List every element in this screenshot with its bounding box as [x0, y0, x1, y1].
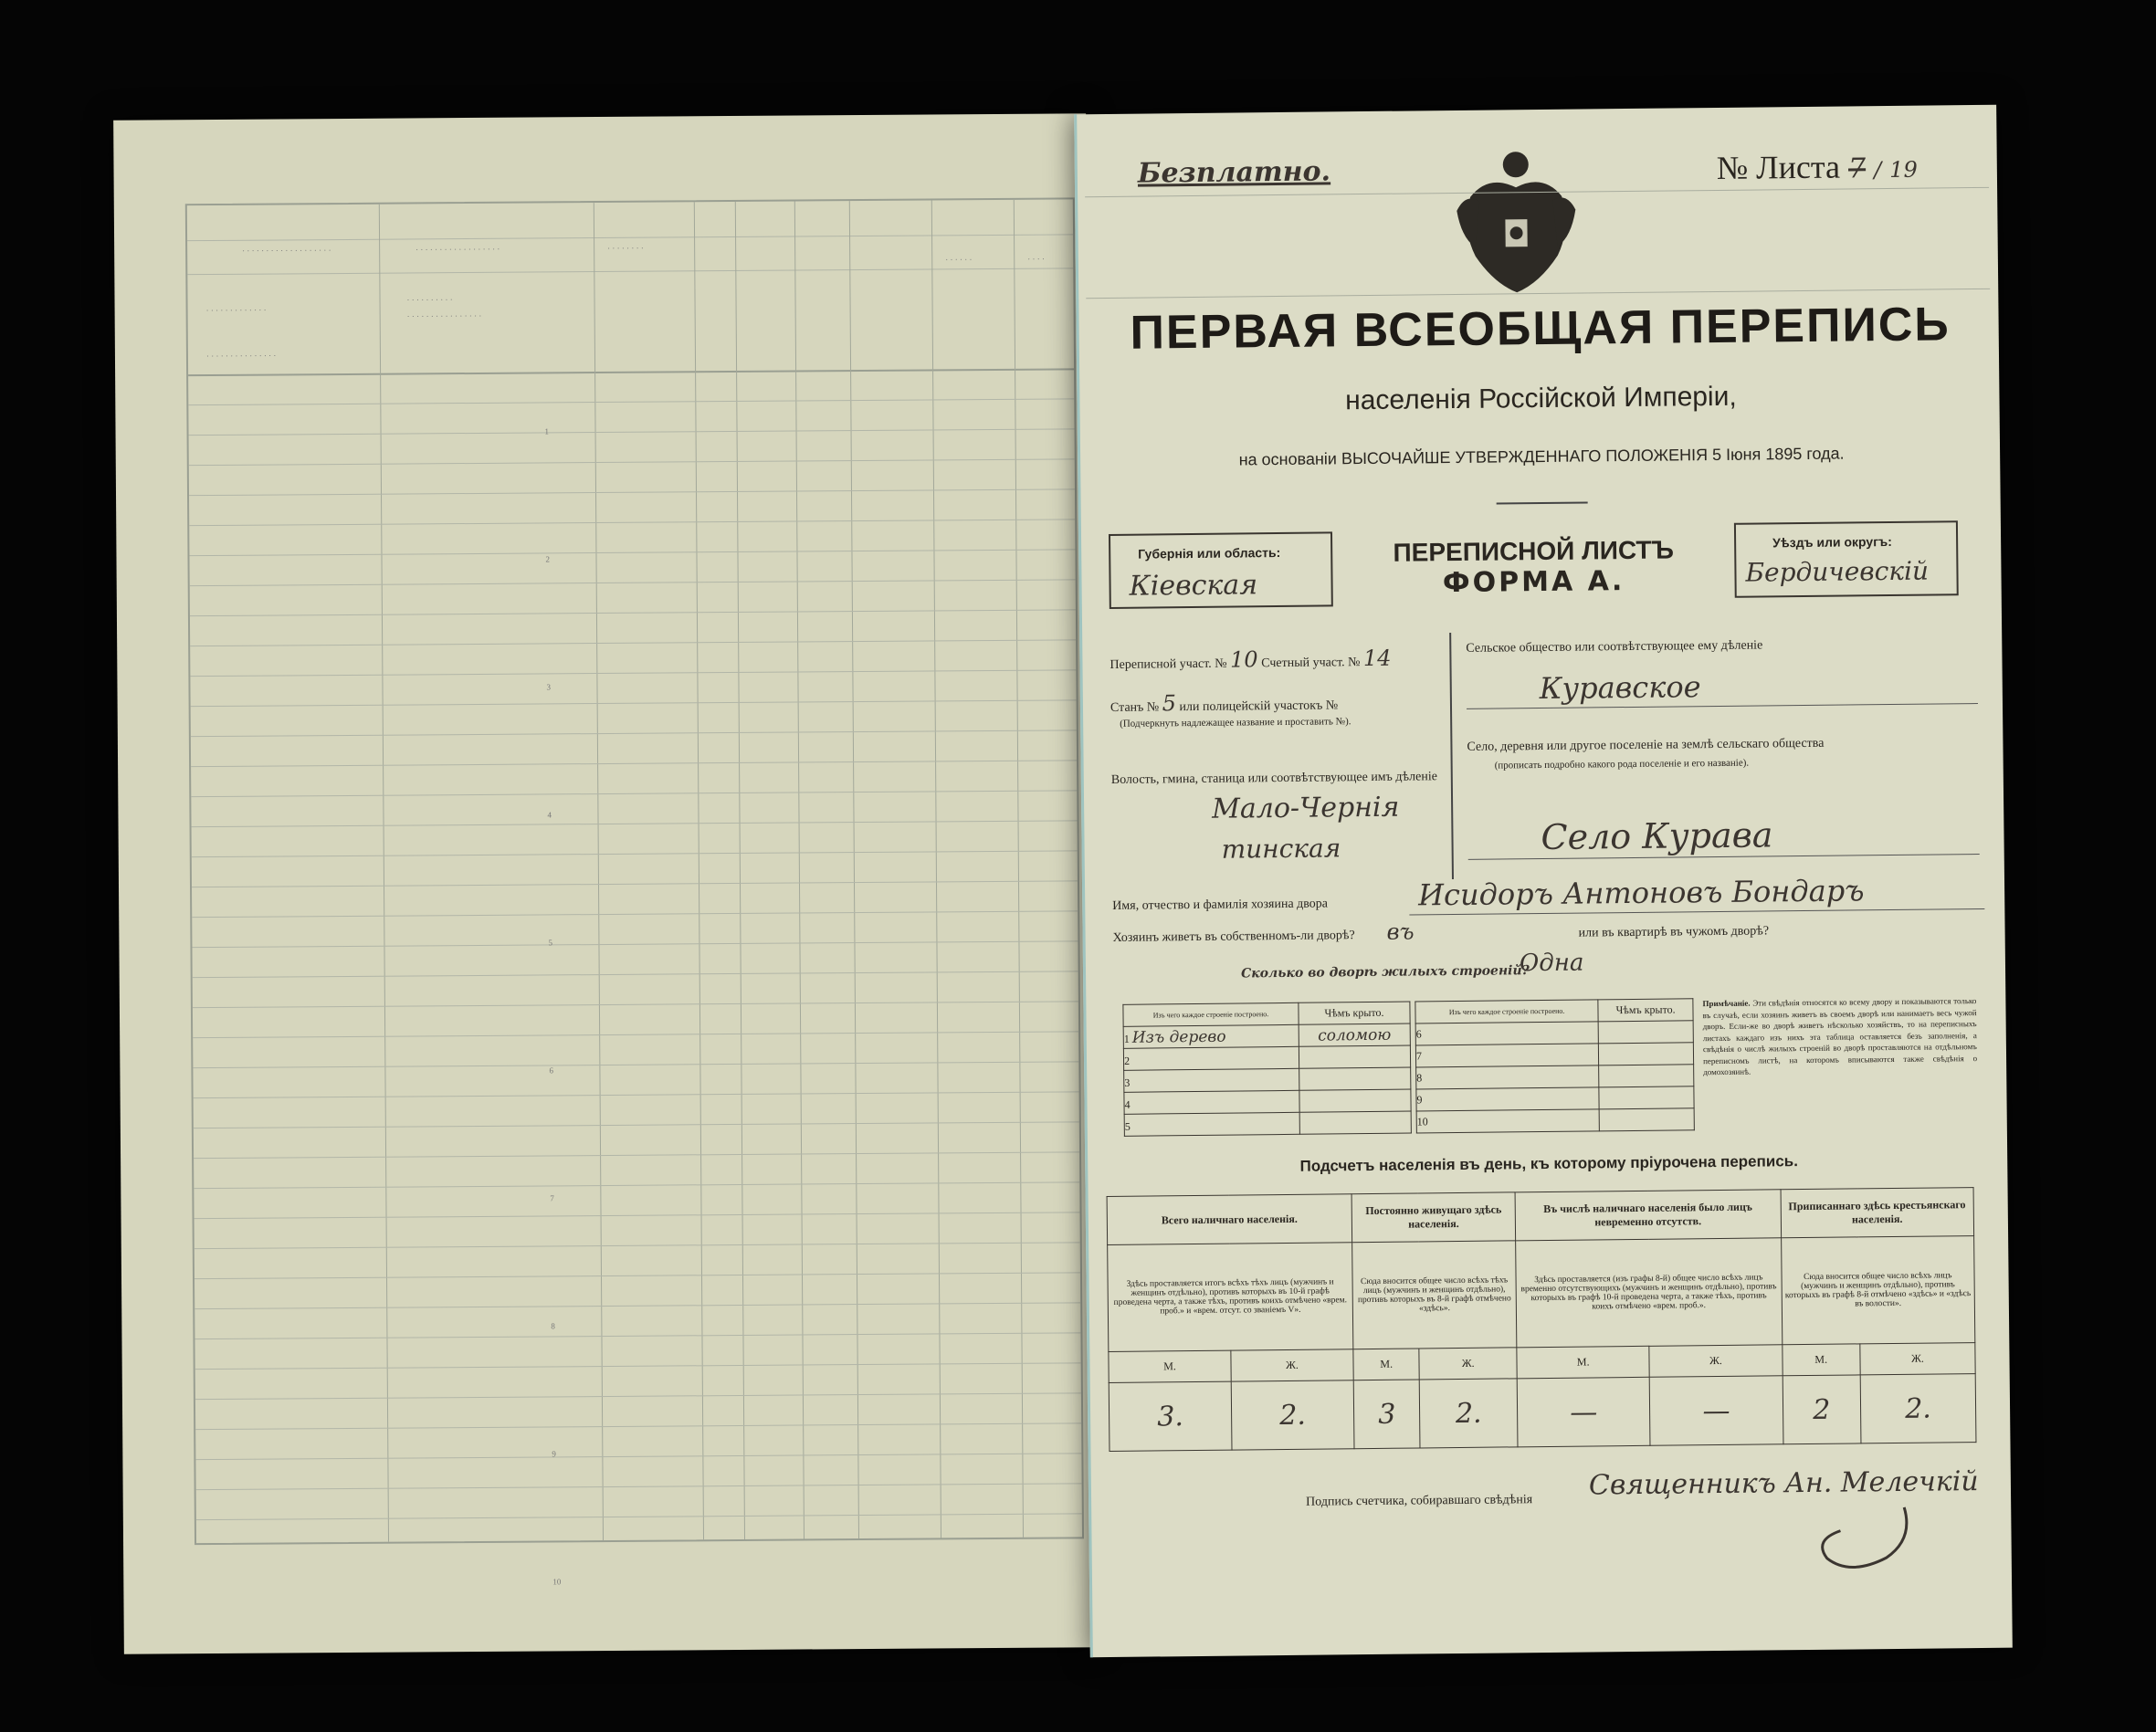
left-table-row-line	[193, 1031, 1078, 1038]
left-table-row-line	[191, 760, 1077, 767]
sheet-number-label: № Листа	[1716, 148, 1841, 186]
left-table-row-line	[196, 1513, 1082, 1520]
building-roof	[1599, 1086, 1694, 1109]
population-count: —	[1517, 1378, 1650, 1447]
population-count: 2.	[1860, 1374, 1976, 1443]
basis-line: на основаніи ВЫСОЧАЙШЕ УТВЕРЖДЕННАГО ПОЛОЖЕНІЯ 5 Іюня 1895 года.	[1238, 444, 1845, 469]
underline-note: (Подчеркнуть надлежащее название и проставить №).	[1120, 716, 1351, 730]
left-row-number: 2	[545, 554, 551, 564]
left-table-row-line	[194, 1091, 1079, 1098]
sheet-number-value: 7	[1847, 152, 1867, 185]
own-yard-label: Хозяинъ живетъ въ собственномъ-ли дворѣ?	[1112, 929, 1355, 945]
left-row-number: 3	[546, 682, 552, 692]
left-row-number: 5	[548, 938, 552, 948]
buildings-row	[1415, 1043, 1693, 1067]
population-row	[1107, 1188, 1974, 1245]
left-table-row-line	[195, 1242, 1080, 1249]
buildings-table-left	[1122, 1002, 1412, 1137]
village-note: (прописать подробно какого рода поселеніе и его названіе).	[1494, 757, 1750, 772]
left-table-row-line	[190, 639, 1076, 646]
population-group-header: Приписаннаго здѣсь крестьянскаго населенія.	[1781, 1188, 1974, 1238]
left-table-row-line	[189, 519, 1075, 526]
note-text: Эти свѣдѣнія относятся ко всему двору и показываются только въ случаѣ, если хозяинъ живетъ въ своемъ дворѣ или нанимаетъ весь чужой дворъ. Если-же во дворѣ живетъ нѣсколько хозяйствъ, то на переписныхъ листахъ каждаго изъ нихъ эта таблица оставляется безъ заполненія, а свѣдѣнія о числѣ жилыхъ строеній во дворѣ проставляются на отдѣльномъ переписномъ листѣ, на которомъ вписываются также свѣдѣнія о домохозяинѣ.	[1702, 996, 1978, 1077]
left-table-row-line	[194, 1151, 1079, 1159]
building-material-cell	[1123, 1024, 1299, 1048]
buildings-row	[1416, 1065, 1694, 1089]
population-table	[1107, 1187, 1977, 1452]
left-table-row-line	[195, 1212, 1080, 1219]
own-yard-value: въ	[1386, 918, 1415, 945]
building-number: 4	[1124, 1097, 1131, 1111]
population-row	[1108, 1236, 1975, 1352]
population-group-desc: Сюда вносится общее число всѣхъ лицъ (мужчинъ и женщинъ отдѣльно), противъ которыхъ въ графѣ 8-й отмѣчено «здѣсь» и «здѣсь въ волости».	[1781, 1236, 1975, 1345]
village-label: Село, деревня или другое поселеніе на землѣ сельскаго общества	[1467, 736, 1825, 754]
vertical-divider	[1449, 633, 1454, 879]
district-line	[1110, 646, 1391, 674]
buildings-row	[1124, 1089, 1411, 1114]
left-table-row-line	[192, 940, 1078, 948]
left-row-number: 6	[549, 1065, 553, 1076]
left-table-row-line	[195, 1422, 1081, 1430]
population-sex-label: М.	[1517, 1347, 1650, 1380]
stan-value: 5	[1162, 690, 1177, 717]
volost-label: Волость, гмина, станица или соотвѣтствующее имъ дѣленіе	[1110, 770, 1437, 787]
sheet-number-total: 19	[1889, 156, 1918, 183]
col-roof-header-2: Чѣмъ крыто.	[1598, 999, 1693, 1022]
left-page-table: 1 2 3 4 5 6 7 8 9 10 · · · · · · · · · · · · · · · · · · · · · · · · · · · · · · · · · · · · · · · · · · · · · · · · · · · · · · · · · · · · · · · · · · · · · · · · · · · · · · · · · · · · · · · · · · · · · · · · · · · · · · · · · · · · ·	[185, 197, 1084, 1545]
building-material: Изъ дерево	[1131, 1027, 1226, 1047]
building-roof	[1599, 1065, 1694, 1087]
building-number: 8	[1416, 1065, 1599, 1089]
population-count: 2	[1783, 1375, 1861, 1443]
buildings-row	[1124, 1111, 1411, 1136]
uezd-label: Уѣздъ или округъ:	[1772, 533, 1892, 551]
left-table-row-line	[190, 669, 1076, 677]
buildings-row	[1123, 1023, 1410, 1048]
building-number: 6	[1415, 1022, 1598, 1045]
note-title: Примѣчаніе.	[1702, 998, 1751, 1009]
buildings-value: Одна	[1519, 949, 1584, 978]
building-roof	[1299, 1045, 1410, 1068]
free-label: Безплатно.	[1137, 155, 1331, 190]
society-value: Куравское	[1539, 669, 1701, 707]
volost-value-1: Мало-Чернія	[1211, 791, 1400, 825]
left-table-row-line	[192, 850, 1078, 857]
rent-label: или въ квартирѣ въ чужомъ дворѣ?	[1578, 924, 1770, 940]
population-group-desc: Здѣсь проставляется итогъ всѣхъ тѣхъ лицъ (мужчинъ и женщинъ отдѣльно), противъ которыхъ въ 10-й графѣ проведена черта, а также тѣхъ, противъ коихъ отмѣчено «врем. проб.» и «врем. отсут. со званіемъ V».	[1108, 1243, 1353, 1352]
left-table-row-line	[189, 428, 1075, 436]
population-sex-label: Ж.	[1231, 1349, 1353, 1381]
society-label: Сельское общество или соотвѣтствующее ему дѣленіе	[1466, 638, 1763, 656]
population-count: —	[1649, 1376, 1783, 1445]
left-table-row-line	[195, 1392, 1081, 1400]
building-material-cell	[1123, 1046, 1299, 1070]
population-group-header: Постоянно живущаго здѣсь населенія.	[1351, 1192, 1516, 1243]
ornament-divider	[1497, 501, 1588, 504]
buildings-row	[1124, 1067, 1411, 1092]
left-row-number: 1	[544, 426, 550, 436]
left-table-row-line	[190, 609, 1076, 616]
buildings-table-right	[1415, 998, 1695, 1133]
sheet-title-block	[1341, 535, 1726, 600]
building-roof	[1299, 1067, 1411, 1090]
main-title: ПЕРВАЯ ВСЕОБЩАЯ ПЕРЕПИСЬ	[1130, 298, 1951, 360]
building-material-cell	[1124, 1112, 1299, 1136]
left-row-number: 7	[550, 1193, 554, 1203]
count-district-value: 14	[1362, 645, 1392, 672]
left-table-row-line	[188, 398, 1074, 405]
sheet-number: № Листа 7 / 19	[1716, 148, 1918, 186]
left-table-row-line	[193, 1061, 1078, 1068]
left-table-row-line	[190, 579, 1076, 586]
left-row-number: 4	[547, 810, 552, 820]
left-table-row-line	[191, 730, 1077, 737]
building-roof	[1599, 1108, 1694, 1131]
left-table-row-line	[195, 1272, 1080, 1279]
population-sex-label: Ж.	[1419, 1348, 1517, 1380]
population-count: 2.	[1231, 1380, 1354, 1450]
owner-value: Исидоръ Антоновъ Бондаръ	[1417, 873, 1865, 913]
buildings-row	[1415, 1021, 1693, 1045]
left-table-row-line	[191, 699, 1077, 707]
population-sex-label: М.	[1109, 1350, 1231, 1382]
building-number: 3	[1124, 1076, 1131, 1089]
uezd-box	[1734, 520, 1959, 598]
stan-line	[1110, 688, 1338, 717]
census-district-value: 10	[1229, 646, 1258, 673]
building-roof	[1598, 1021, 1693, 1044]
left-table-row-line	[195, 1302, 1080, 1309]
building-roof	[1299, 1089, 1411, 1112]
left-table-row-line	[189, 488, 1075, 496]
building-number: 1	[1123, 1032, 1132, 1045]
buildings-label: Сколько во дворѣ жилыхъ строеній?	[1240, 963, 1530, 981]
population-sex-label: М.	[1782, 1344, 1860, 1376]
population-sex-label: Ж.	[1649, 1345, 1783, 1378]
population-count: 3.	[1109, 1382, 1232, 1452]
left-table-row-line	[195, 1332, 1080, 1339]
buildings-row	[1123, 1045, 1410, 1070]
left-table-row-line	[189, 549, 1075, 556]
population-group-header: Всего наличнаго населенія.	[1107, 1194, 1352, 1245]
census-district-label: Переписной участ. №	[1110, 656, 1227, 672]
population-sex-label: М.	[1353, 1349, 1420, 1380]
left-table-row-line	[194, 1121, 1079, 1128]
building-roof: соломою	[1299, 1023, 1410, 1046]
col-material-header-2: Изъ чего каждое строеніе построено.	[1415, 1000, 1598, 1023]
village-value: Село Курава	[1541, 814, 1773, 858]
building-number: 5	[1124, 1119, 1131, 1133]
count-district-label: Счетный участ. №	[1261, 656, 1361, 671]
owner-label: Имя, отчество и фамилія хозяина двора	[1112, 897, 1329, 913]
left-page	[113, 113, 1097, 1653]
signature-flourish	[1813, 1503, 1923, 1577]
left-table-row-line	[192, 880, 1078, 887]
building-number: 10	[1416, 1109, 1599, 1133]
population-sex-label: Ж.	[1860, 1343, 1975, 1375]
building-roof	[1599, 1043, 1694, 1065]
population-group-desc: Сюда вносится общее число всѣхъ тѣхъ лицъ (мужчинъ и женщинъ отдѣльно), противъ которыхъ въ 8-й графѣ отмѣчено «здѣсь».	[1352, 1241, 1517, 1349]
volost-value-2: тинская	[1221, 833, 1341, 865]
uezd-value: Бердичевскій	[1745, 555, 1930, 588]
building-number: 9	[1416, 1087, 1599, 1111]
left-table-row-line	[192, 820, 1078, 827]
buildings-row	[1416, 1086, 1694, 1111]
building-number: 7	[1415, 1044, 1598, 1067]
signature-label: Подпись счетчика, собиравшаго свѣдѣнія	[1306, 1493, 1533, 1509]
form-title: ФОРМА А.	[1442, 565, 1625, 600]
left-row-number: 9	[552, 1449, 556, 1459]
left-row-number: 10	[552, 1577, 562, 1587]
gubernia-value: Кіевская	[1129, 569, 1258, 603]
population-count: 3	[1353, 1380, 1420, 1448]
building-material-cell	[1124, 1090, 1299, 1114]
buildings-row	[1416, 1108, 1694, 1133]
population-group-header: Въ числѣ наличнаго населенія было лицъ невременно отсутств.	[1515, 1190, 1781, 1241]
left-table-row-line	[195, 1362, 1081, 1370]
building-roof	[1299, 1111, 1411, 1134]
population-group-desc: Здѣсь проставляется (изъ графы 8-й) общее число всѣхъ лицъ временно отсутствующихъ (мужчинъ и женщинъ отдѣльно), противъ которыхъ въ графѣ 10-й проведена черта, а также тѣхъ, противъ коихъ отмѣчено «врем. проб.».	[1516, 1238, 1783, 1348]
col-roof-header: Чѣмъ крыто.	[1299, 1002, 1410, 1024]
left-table-row-line	[196, 1483, 1082, 1490]
left-table-row-line	[193, 1001, 1078, 1008]
population-title: Подсчетъ населенія въ день, къ которому пріурочена перепись.	[1299, 1152, 1799, 1175]
left-table-row-line	[194, 1181, 1079, 1189]
police-label: или полицейскій участокъ №	[1179, 698, 1339, 715]
building-number: 2	[1123, 1054, 1131, 1067]
left-table-row-line	[195, 1453, 1081, 1460]
left-table-row-line	[192, 910, 1078, 918]
sheet-title: ПЕРЕПИСНОЙ ЛИСТЪ	[1393, 535, 1675, 567]
population-count: 2.	[1420, 1379, 1519, 1448]
subtitle: населенія Россійской Имперіи,	[1345, 381, 1737, 416]
left-table-row-line	[191, 790, 1077, 797]
left-table-row-line	[189, 458, 1075, 466]
building-material-cell	[1124, 1068, 1299, 1092]
gubernia-box	[1109, 531, 1333, 609]
right-page-census-form	[1074, 105, 2013, 1657]
col-material-header: Изъ чего каждое строеніе построено.	[1123, 1002, 1299, 1026]
left-row-number: 8	[551, 1321, 555, 1331]
note-block	[1702, 995, 1977, 1078]
population-row	[1109, 1374, 1976, 1452]
signature-value: Священникъ Ан. Мелечкій	[1588, 1465, 1979, 1502]
left-table-row-line	[193, 971, 1078, 978]
faint-header-strip	[1085, 187, 1990, 299]
gubernia-label: Губернія или область:	[1138, 544, 1281, 562]
stan-label: Станъ №	[1110, 700, 1160, 715]
